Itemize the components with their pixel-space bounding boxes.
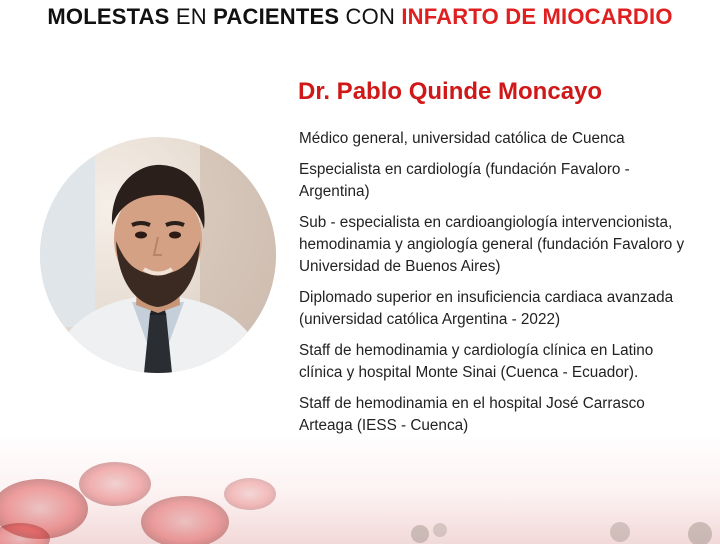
bio-item: Staff de hemodinamia en el hospital José Carrasco Arteaga (IESS - Cuenca) (299, 395, 645, 434)
bio-item: Médico general, universidad católica de Cuenca (299, 130, 625, 147)
bio-item: Staff de hemodinamia y cardiología clínica en Latino clínica y hospital Monte Sinai (Cuenca - Ecuador). (299, 342, 654, 381)
bio-item: Especialista en cardiología (fundación Favaloro - Argentina) (299, 161, 630, 200)
title-line-2-part-5: INFARTO DE MIOCARDIO (401, 4, 673, 29)
title-line-2-part-3: PACIENTES (213, 4, 340, 29)
decorative-blood-cells-background (0, 434, 720, 544)
title-line-2-part-2: EN (175, 4, 207, 29)
doctor-portrait-illustration (40, 137, 276, 373)
bio-item: Diplomado superior en insuficiencia cardiaca avanzada (universidad católica Argentina - 2022) (299, 289, 674, 328)
page-title (0, 0, 720, 34)
doctor-portrait (40, 137, 276, 373)
title-line-2 (0, 0, 720, 34)
bio-item: Sub - especialista en cardioangiología intervencionista, hemodinamia y angiología general (fundación Favaloro y Universidad de Buenos Aires) (299, 214, 685, 275)
doctor-name: Dr. Pablo Quinde Moncayo (298, 78, 603, 105)
title-line-2-part-4: CON (345, 4, 396, 29)
blood-cells-illustration (0, 434, 720, 544)
doctor-bio-list (299, 128, 699, 446)
title-line-2-part-1: MOLESTAS (47, 4, 170, 29)
